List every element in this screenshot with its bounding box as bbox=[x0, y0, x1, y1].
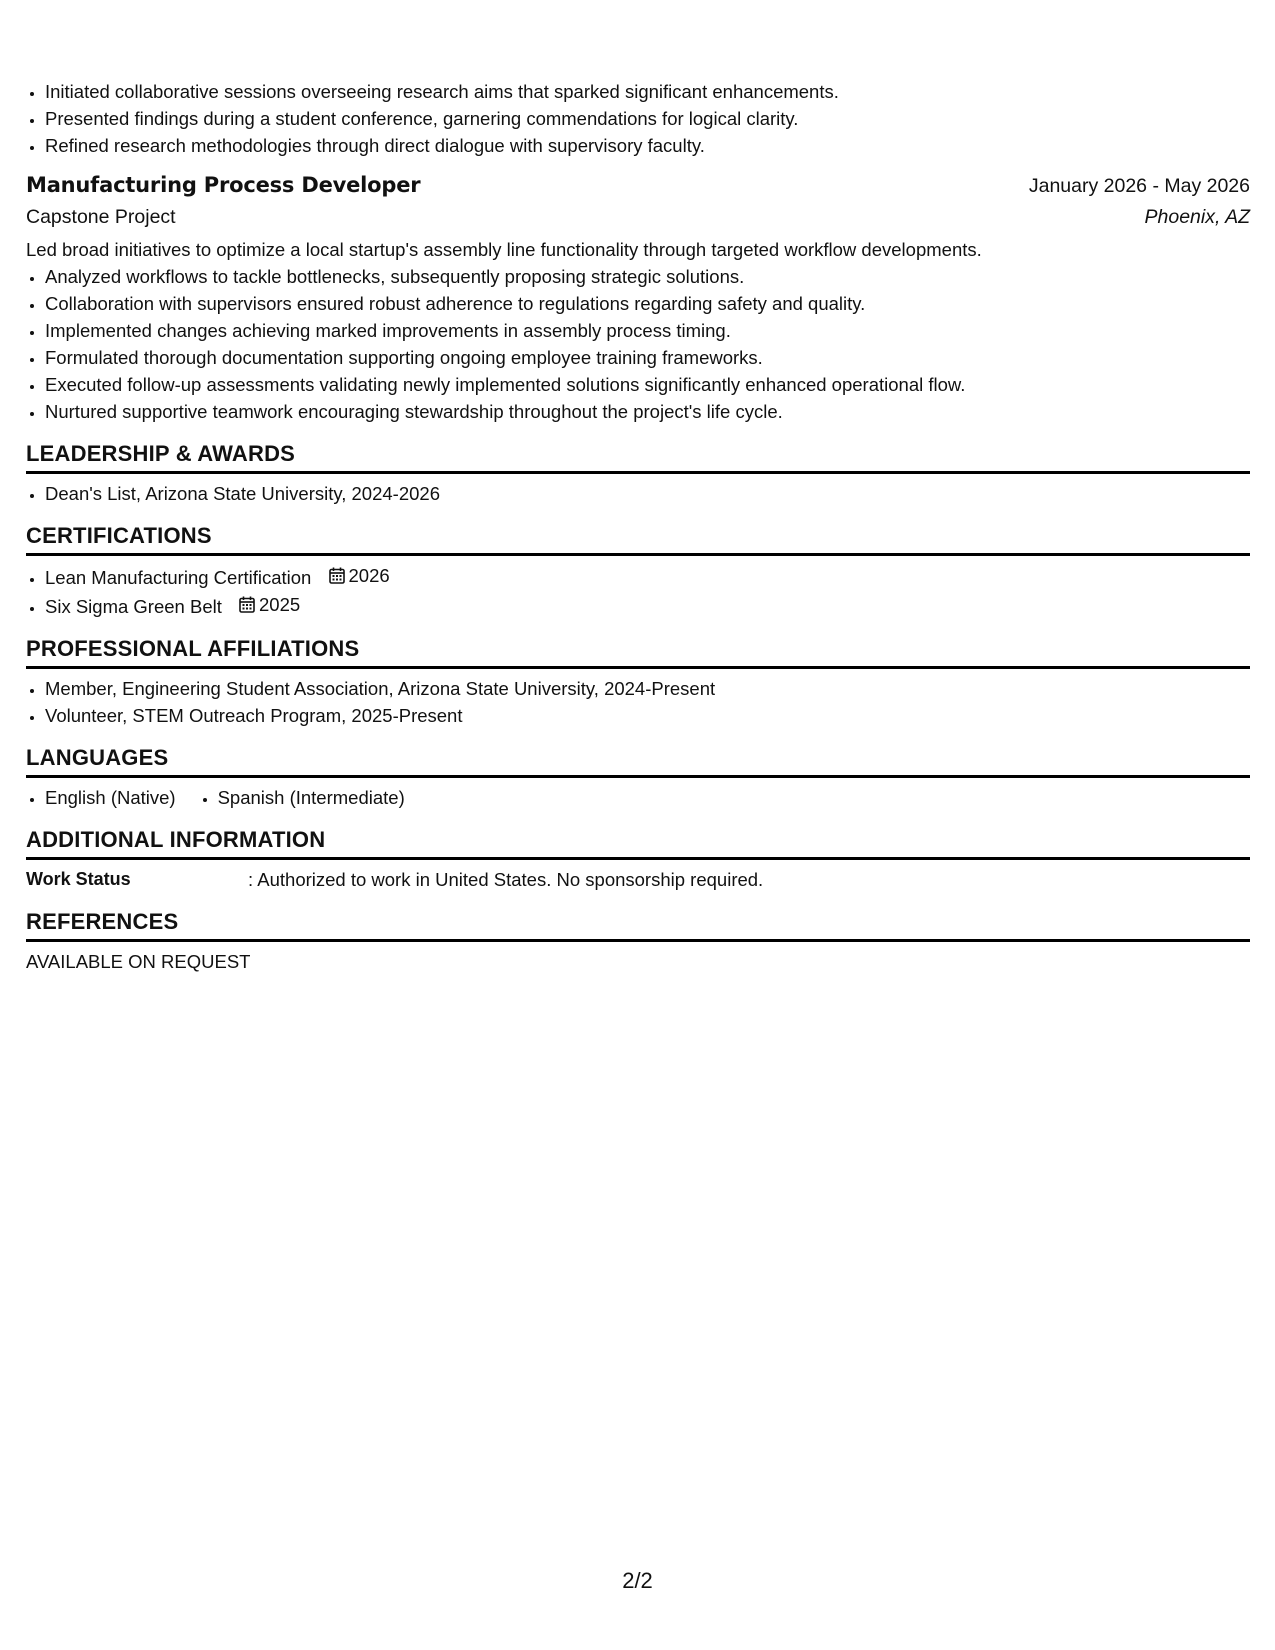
section-heading: REFERENCES bbox=[26, 907, 1250, 942]
list-item: • Initiated collaborative sessions overseeing research aims that sparked significant enhancements. bbox=[45, 78, 1250, 105]
info-label: Work Status bbox=[26, 869, 131, 889]
certification-year: 2025 bbox=[259, 594, 301, 615]
job-entry bbox=[26, 169, 1250, 425]
list-item: • Implemented changes achieving marked improvements in assembly process timing. bbox=[45, 317, 1250, 344]
job-title: Manufacturing Process Developer bbox=[26, 173, 421, 197]
job-location: Phoenix, AZ bbox=[1144, 206, 1250, 228]
list-item: • Volunteer, STEM Outreach Program, 2025-Present bbox=[45, 702, 1250, 729]
certification-name: Lean Manufacturing Certification bbox=[45, 567, 312, 588]
job-dates: January 2026 - May 2026 bbox=[1028, 175, 1250, 197]
list-item: • Analyzed workflows to tackle bottlenecks, subsequently proposing strategic solutions. bbox=[45, 263, 1250, 290]
language-item: • Spanish (Intermediate) bbox=[218, 784, 405, 811]
job-bullets bbox=[26, 263, 1250, 425]
leadership-section bbox=[26, 439, 1250, 507]
section-heading: CERTIFICATIONS bbox=[26, 521, 1250, 556]
page-number: 2/2 bbox=[622, 1568, 653, 1593]
references-text: AVAILABLE ON REQUEST bbox=[26, 951, 251, 972]
list-item: • Dean's List, Arizona State University, 2024-2026 bbox=[45, 480, 1250, 507]
research-bullets bbox=[26, 78, 1250, 159]
calendar-icon bbox=[329, 567, 345, 584]
certification-item bbox=[45, 562, 1250, 591]
list-item: • Formulated thorough documentation supporting ongoing employee training frameworks. bbox=[45, 344, 1250, 371]
section-heading: ADDITIONAL INFORMATION bbox=[26, 825, 1250, 860]
language-item: • English (Native) bbox=[45, 784, 176, 811]
affiliations-section bbox=[26, 634, 1250, 729]
job-summary: Led broad initiatives to optimize a local startup's assembly line functionality through targeted workflow developments. bbox=[26, 239, 982, 260]
section-heading: PROFESSIONAL AFFILIATIONS bbox=[26, 634, 1250, 669]
list-item: • Executed follow-up assessments validating newly implemented solutions significantly enhanced operational flow. bbox=[45, 371, 1250, 398]
certification-item bbox=[45, 591, 1250, 620]
list-item: • Refined research methodologies through direct dialogue with supervisory faculty. bbox=[45, 132, 1250, 159]
certification-year: 2026 bbox=[348, 565, 390, 586]
info-row bbox=[26, 866, 1250, 893]
calendar-icon bbox=[239, 596, 255, 613]
list-item: • Nurtured supportive teamwork encouraging stewardship throughout the project's life cycle. bbox=[45, 398, 1250, 425]
info-value: : Authorized to work in United States. No sponsorship required. bbox=[248, 869, 764, 890]
section-heading: LANGUAGES bbox=[26, 743, 1250, 778]
list-item: • Member, Engineering Student Association, Arizona State University, 2024-Present bbox=[45, 675, 1250, 702]
job-organization: Capstone Project bbox=[26, 206, 176, 228]
certifications-section bbox=[26, 521, 1250, 620]
list-item: • Collaboration with supervisors ensured robust adherence to regulations regarding safety and quality. bbox=[45, 290, 1250, 317]
additional-info-section bbox=[26, 825, 1250, 893]
list-item: • Presented findings during a student conference, garnering commendations for logical clarity. bbox=[45, 105, 1250, 132]
certification-name: Six Sigma Green Belt bbox=[45, 596, 222, 617]
references-section bbox=[26, 907, 1250, 975]
resume-page bbox=[26, 78, 1250, 975]
section-heading: LEADERSHIP & AWARDS bbox=[26, 439, 1250, 474]
languages-section bbox=[26, 743, 1250, 811]
